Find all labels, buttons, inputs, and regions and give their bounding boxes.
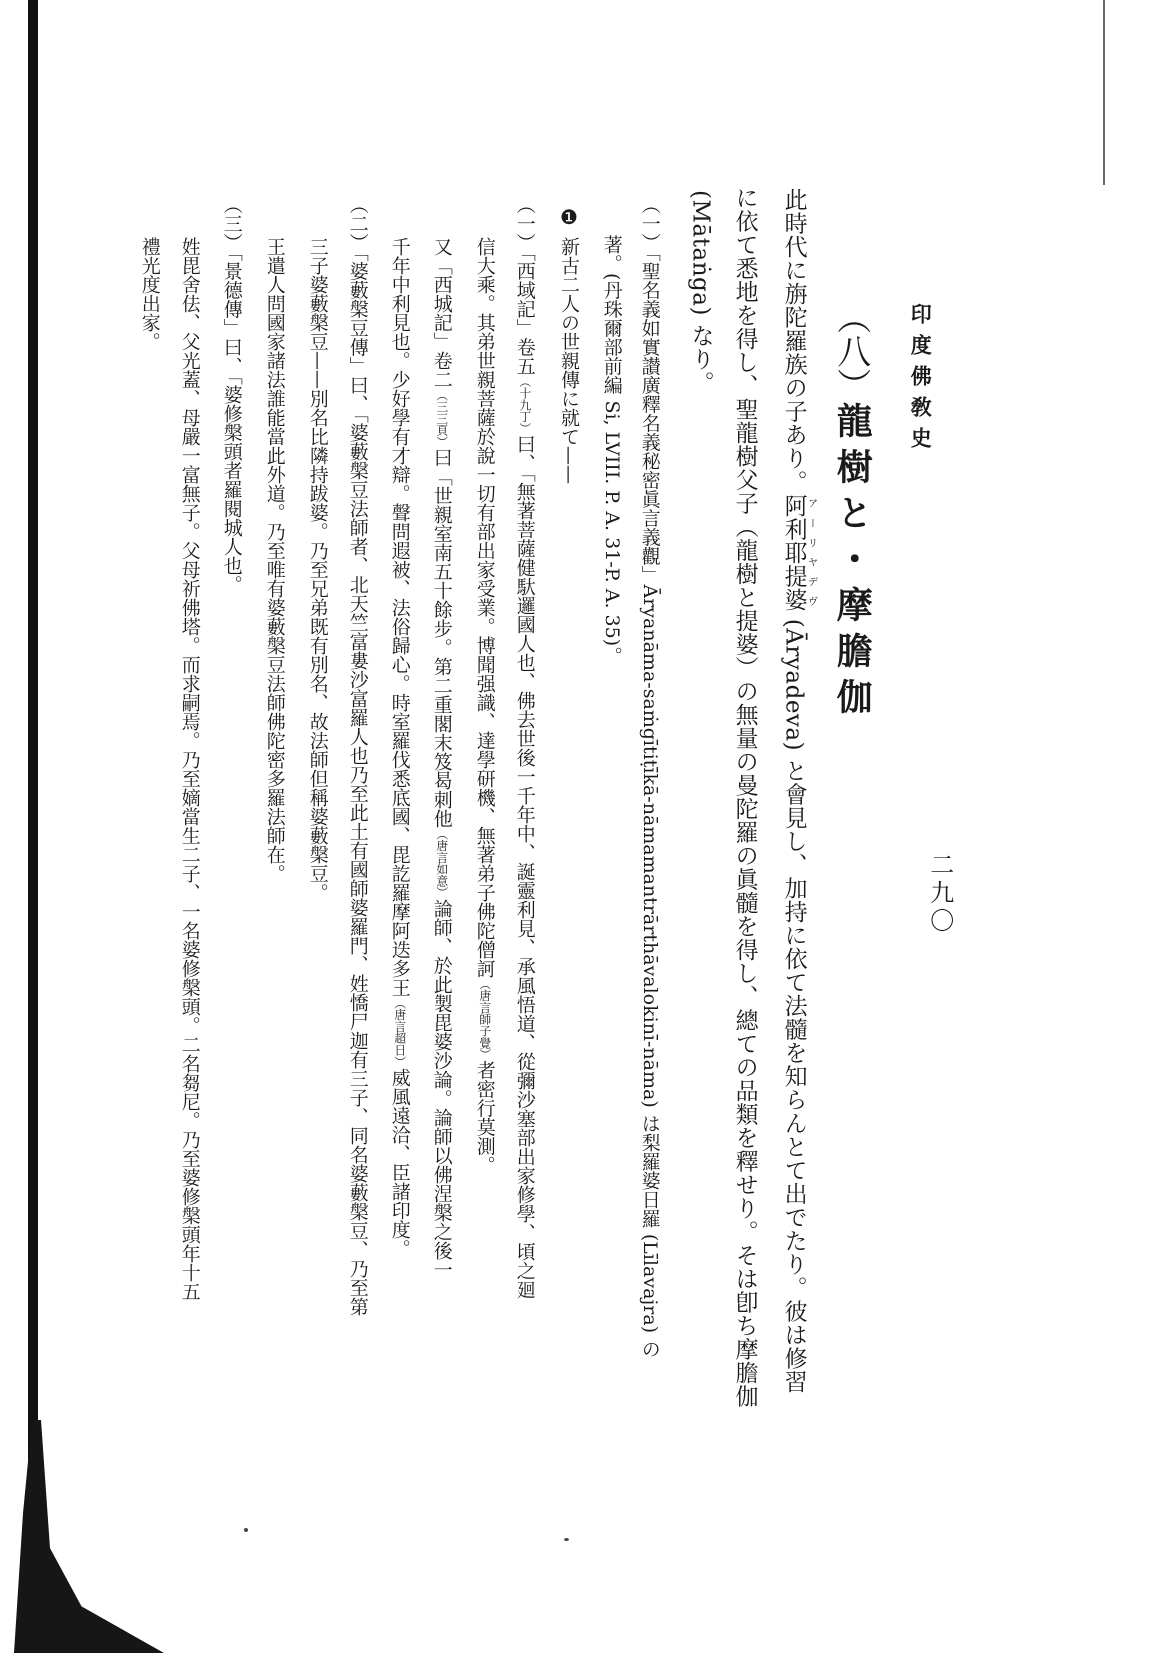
note-line: 姓毘舍佉、父光蓋、母嚴一富無子。父母祈佛塔。而求嗣焉。乃至嫡當生二子、一名婆修槃頭。二名芻尼。乃至婆修槃頭年十五 <box>178 237 201 1301</box>
note-line <box>430 237 453 1279</box>
note-subheading <box>556 205 580 484</box>
note-line: 王遣人問國家諸法誰能當此外道。乃至唯有婆藪槃豆法師佛陀密多羅法師在。 <box>263 237 286 883</box>
inline-annotation: （唐言如意） <box>434 827 449 899</box>
note-text: 論師、於此製毘婆沙論。論師以佛涅槃之後一 <box>430 898 453 1279</box>
body-line-2: に依て悉地を得し、聖龍樹父子（龍樹と提婆）の無量の曼陀羅の眞髓を得し、總ての品類を釋せり。そは卽ち摩膽伽 <box>731 186 758 1408</box>
note-line: 著。(丹珠爾部前編 Si, LVIII. P. A. 31-P. A. 35)。 <box>600 235 623 666</box>
note-subheading-text: 新古二人の世親傳に就て—— <box>557 237 580 484</box>
note-line <box>388 237 411 1258</box>
note-text: 千年中利見也。少好學有才辯。聲問遐被、法俗歸心。時室羅伐悉底國、毘訖羅摩阿迭多王 <box>388 237 411 997</box>
inline-annotation: （三三頁） <box>434 389 449 448</box>
inline-annotation: （十九丁） <box>517 375 532 435</box>
page-edge-line <box>1103 0 1105 185</box>
body-line-1 <box>779 188 818 1393</box>
note-line: 三子婆藪槃豆——別名比隣持跋婆。乃至兄弟既有別名、故法師但稱婆藪槃豆。 <box>306 237 329 902</box>
body-line-3: (Mātaṅga) なり。 <box>687 190 714 395</box>
note-text: 信大乘。其弟世親菩薩於說一切有部出家受業。博聞强識、達學研機、無著弟子佛陀僧訶 <box>473 237 496 978</box>
note-line: 禮光度出家。 <box>138 237 161 351</box>
running-header-title: 印度佛敎史 <box>908 303 934 458</box>
body-text: (Āryadeva) と會見し、加持に依て法髓を知らんとて出でたり。彼は修習 <box>780 611 807 1394</box>
note-text: （一）「西域記」卷五 <box>513 195 536 376</box>
inline-annotation: （唐言超日） <box>392 997 407 1068</box>
note-line <box>513 195 536 1299</box>
ruby-text: アーリヤデヴ <box>805 493 818 611</box>
body-text: 此時代に旃陀羅族の子あり。 <box>780 188 807 494</box>
circled-number-marker: ❶ <box>556 205 581 229</box>
gutter-shadow-blot <box>14 1420 164 1653</box>
inline-annotation: （唐言師子覺） <box>477 978 492 1061</box>
note-line: （三）「景德傳」曰、「婆修槃頭者羅閱城人也。 <box>220 195 243 594</box>
note-text: 威風遠洽、臣諸印度。 <box>388 1067 411 1258</box>
scan-speck <box>244 1528 248 1532</box>
page-number: 二九〇 <box>925 852 954 936</box>
note-text: 者密行莫測。 <box>473 1060 496 1175</box>
note-line: （一）「聖名義如實讃廣釋名義秘密眞言義觀」Āryanāma-saṁgītiṭīkā-nāmamantrārthāvalokinī-nāma) は梨羅婆日羅 (Līlavajra) の <box>638 195 661 1359</box>
note-text: 曰、「無著菩薩健馱邏國人也、佛去世後一千年中、誕靈利見、承風悟道、從彌沙塞部出家修學、頃之廻 <box>513 434 536 1299</box>
ruby-base: 阿利耶提婆 <box>780 493 807 611</box>
gutter-shadow-line <box>28 0 38 1470</box>
section-number: （八） <box>830 300 871 402</box>
scan-speck <box>564 1538 569 1541</box>
ruby-reading <box>780 493 818 612</box>
note-line: （二）「婆藪槃豆傳」曰、「婆藪槃豆法師者、北天竺富婁沙富羅人也乃至此土有國師婆羅門、姓憍尸迦有三子、同名婆藪槃豆、乃至第 <box>346 195 369 1316</box>
note-text: 又「西城記」卷二 <box>430 237 453 389</box>
note-text: 曰「世親室南五十餘步。第二重閣末笈曷刺他 <box>430 447 453 828</box>
note-line <box>473 237 496 1174</box>
section-title: 龍樹と・摩膽伽 <box>831 402 874 724</box>
